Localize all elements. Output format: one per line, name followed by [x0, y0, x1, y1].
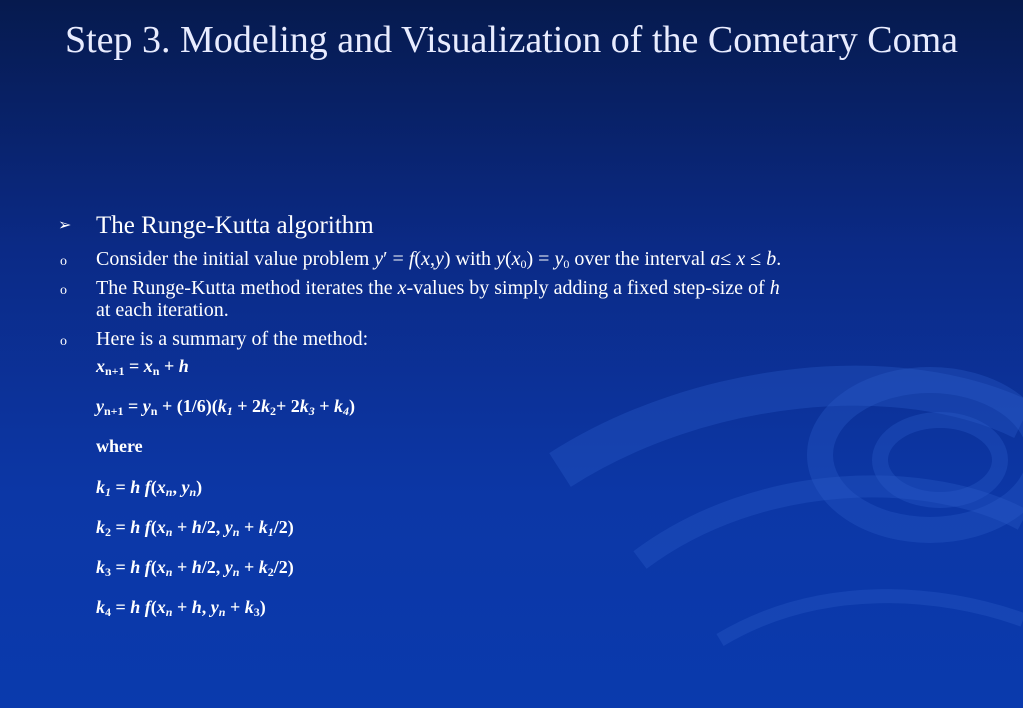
circle-bullet-icon: o — [60, 334, 67, 349]
equation-k2: $k_2 = h$ $f(x_n + h/2$, $y_n + k_1/2$) — [96, 517, 294, 539]
main-bullet-text: The Runge-Kutta algorithm — [96, 212, 374, 239]
equation-k4: $k_4 = h$ $f(x_n + h$, $y_n + k_3$) — [96, 597, 266, 619]
ivp-text: Consider the initial value problem — [96, 248, 370, 270]
where-label: where — [96, 436, 143, 456]
slide-title: Step 3. Modeling and Visualization of the Cometary Coma — [64, 19, 959, 61]
equation-y-update: $y_{n+1} = y_n + (1/6)(k_1 + 2k_2+ 2k_3 + k_4)$ — [96, 396, 356, 418]
equation-x-update: $x_{n+1} = x_n + h$ — [96, 356, 189, 378]
interval-text: over the interval — [574, 248, 706, 270]
circle-bullet-icon: o — [60, 283, 67, 298]
circle-bullet-icon: o — [60, 254, 67, 269]
equation-k1: $k_1 = h$ $f(x_n$, $y_n$) — [96, 477, 203, 499]
equation-k3: $k_3 = h$ $f(x_n + h/2$, $y_n + k_2/2$) — [96, 557, 294, 579]
arrow-bullet-icon: ➢ — [58, 217, 72, 234]
